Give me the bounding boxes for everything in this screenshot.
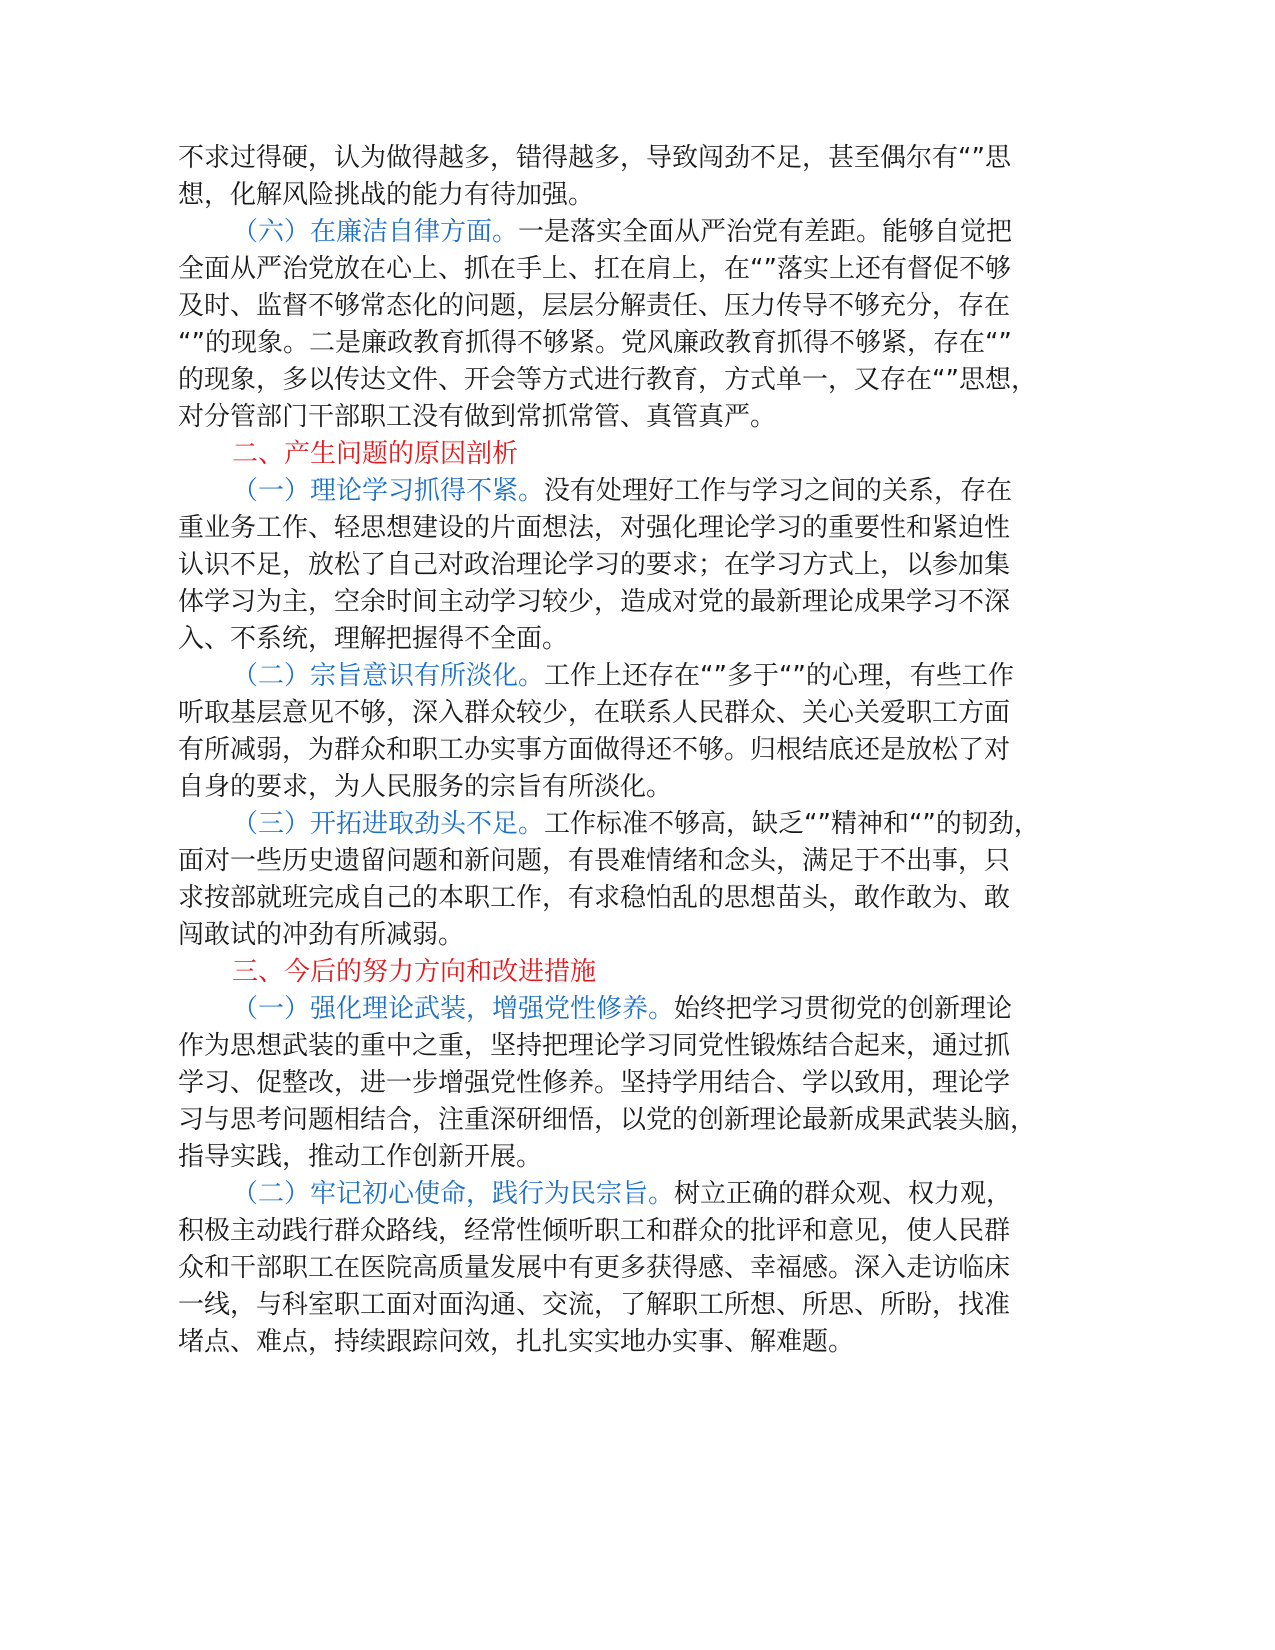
text-line — [178, 1213, 1058, 1250]
text-line — [178, 214, 1058, 251]
subsection-heading: （二）宗旨意识有所淡化。 — [232, 661, 545, 691]
body-text: 始终把学习贯彻党的创新理论 — [674, 994, 1013, 1024]
body-text: 工作标准不够高，缺乏“”精神和“”的韧劲， — [544, 809, 1040, 839]
body-text: 体学习为主，空余时间主动学习较少，造成对党的最新理论成果学习不深 — [178, 587, 1011, 617]
body-text: 堵点、难点，持续跟踪问效，扎扎实实地办实事、解难题。 — [178, 1327, 855, 1357]
text-line — [178, 991, 1058, 1028]
body-text: 有所减弱，为群众和职工办实事方面做得还不够。归根结底还是放松了对 — [178, 735, 1011, 765]
text-line — [178, 1287, 1058, 1324]
body-text: 作为思想武装的重中之重，坚持把理论学习同党性锻炼结合起来，通过抓 — [178, 1031, 1011, 1061]
text-line — [178, 621, 1058, 658]
section-heading: 二、产生问题的原因剖析 — [232, 439, 519, 469]
text-line — [178, 917, 1058, 954]
body-text: 全面从严治党放在心上、抓在手上、扛在肩上，在“”落实上还有督促不够 — [178, 254, 1011, 284]
body-text: 求按部就班完成自己的本职工作，有求稳怕乱的思想苗头，敢作敢为、敢 — [178, 883, 1011, 913]
text-line — [178, 140, 1058, 177]
subsection-heading: （三）开拓进取劲头不足。 — [232, 809, 545, 839]
text-line — [178, 325, 1058, 362]
text-line — [178, 1028, 1058, 1065]
body-text: 想，化解风险挑战的能力有待加强。 — [178, 180, 595, 210]
body-text: 工作上还存在“”多于“”的心理，有些工作 — [544, 661, 1014, 691]
text-line — [178, 1102, 1058, 1139]
text-line — [178, 806, 1058, 843]
text-line — [178, 1176, 1058, 1213]
text-line — [178, 695, 1058, 732]
text-line — [178, 510, 1058, 547]
text-line — [178, 1324, 1058, 1361]
body-text: 一线，与科室职工面对面沟通、交流，了解职工所想、所思、所盼，找准 — [178, 1290, 1011, 1320]
body-text: 入、不系统，理解把握得不全面。 — [178, 624, 569, 654]
body-text: 认识不足，放松了自己对政治理论学习的要求；在学习方式上，以参加集 — [178, 550, 1011, 580]
text-line — [178, 399, 1058, 436]
text-line — [178, 954, 1058, 991]
text-line — [178, 1250, 1058, 1287]
body-text: 不求过得硬，认为做得越多，错得越多，导致闯劲不足，甚至偶尔有“”思 — [178, 143, 1011, 173]
body-text: 的现象，多以传达文件、开会等方式进行教育，方式单一，又存在“”思想， — [178, 365, 1037, 395]
body-text: 及时、监督不够常态化的问题，层层分解责任、压力传导不够充分，存在 — [178, 291, 1011, 321]
text-line — [178, 732, 1058, 769]
text-line — [178, 473, 1058, 510]
text-line — [178, 362, 1058, 399]
body-text: 面对一些历史遗留问题和新问题，有畏难情绪和念头，满足于不出事，只 — [178, 846, 1011, 876]
body-text: 重业务工作、轻思想建设的片面想法，对强化理论学习的重要性和紧迫性 — [178, 513, 1011, 543]
body-text: 学习、促整改，进一步增强党性修养。坚持学用结合、学以致用，理论学 — [178, 1068, 1011, 1098]
body-text: 习与思考问题相结合，注重深研细悟，以党的创新理论最新成果武装头脑， — [178, 1105, 1037, 1135]
body-text: 树立正确的群众观、权力观， — [674, 1179, 1013, 1209]
body-text: 对分管部门干部职工没有做到常抓常管、真管真严。 — [178, 402, 777, 432]
body-text: 众和干部职工在医院高质量发展中有更多获得感、幸福感。深入走访临床 — [178, 1253, 1011, 1283]
body-text: 没有处理好工作与学习之间的关系，存在 — [544, 476, 1013, 506]
text-line — [178, 547, 1058, 584]
body-text: 闯敢试的冲劲有所减弱。 — [178, 920, 465, 950]
text-line — [178, 843, 1058, 880]
subsection-heading: （一）强化理论武装，增强党性修养。 — [232, 994, 675, 1024]
text-line — [178, 177, 1058, 214]
text-line — [178, 880, 1058, 917]
text-line — [178, 1139, 1058, 1176]
subsection-heading: （一）理论学习抓得不紧。 — [232, 476, 545, 506]
text-line — [178, 769, 1058, 806]
body-text: 听取基层意见不够，深入群众较少，在联系人民群众、关心关爱职工方面 — [178, 698, 1011, 728]
body-text: 一是落实全面从严治党有差距。能够自觉把 — [518, 217, 1013, 247]
text-line — [178, 251, 1058, 288]
text-line — [178, 1065, 1058, 1102]
body-text: 积极主动践行群众路线，经常性倾听职工和群众的批评和意见，使人民群 — [178, 1216, 1011, 1246]
subsection-heading: （六）在廉洁自律方面。 — [232, 217, 519, 247]
text-line — [178, 288, 1058, 325]
body-text: 指导实践，推动工作创新开展。 — [178, 1142, 543, 1172]
body-text: 自身的要求，为人民服务的宗旨有所淡化。 — [178, 772, 673, 802]
document-page — [178, 140, 1058, 1361]
body-text: “”的现象。二是廉政教育抓得不够紧。党风廉政教育抓得不够紧，存在“” — [178, 328, 1012, 358]
text-line — [178, 658, 1058, 695]
text-line — [178, 584, 1058, 621]
section-heading: 三、今后的努力方向和改进措施 — [232, 957, 597, 987]
text-line — [178, 436, 1058, 473]
subsection-heading: （二）牢记初心使命，践行为民宗旨。 — [232, 1179, 675, 1209]
